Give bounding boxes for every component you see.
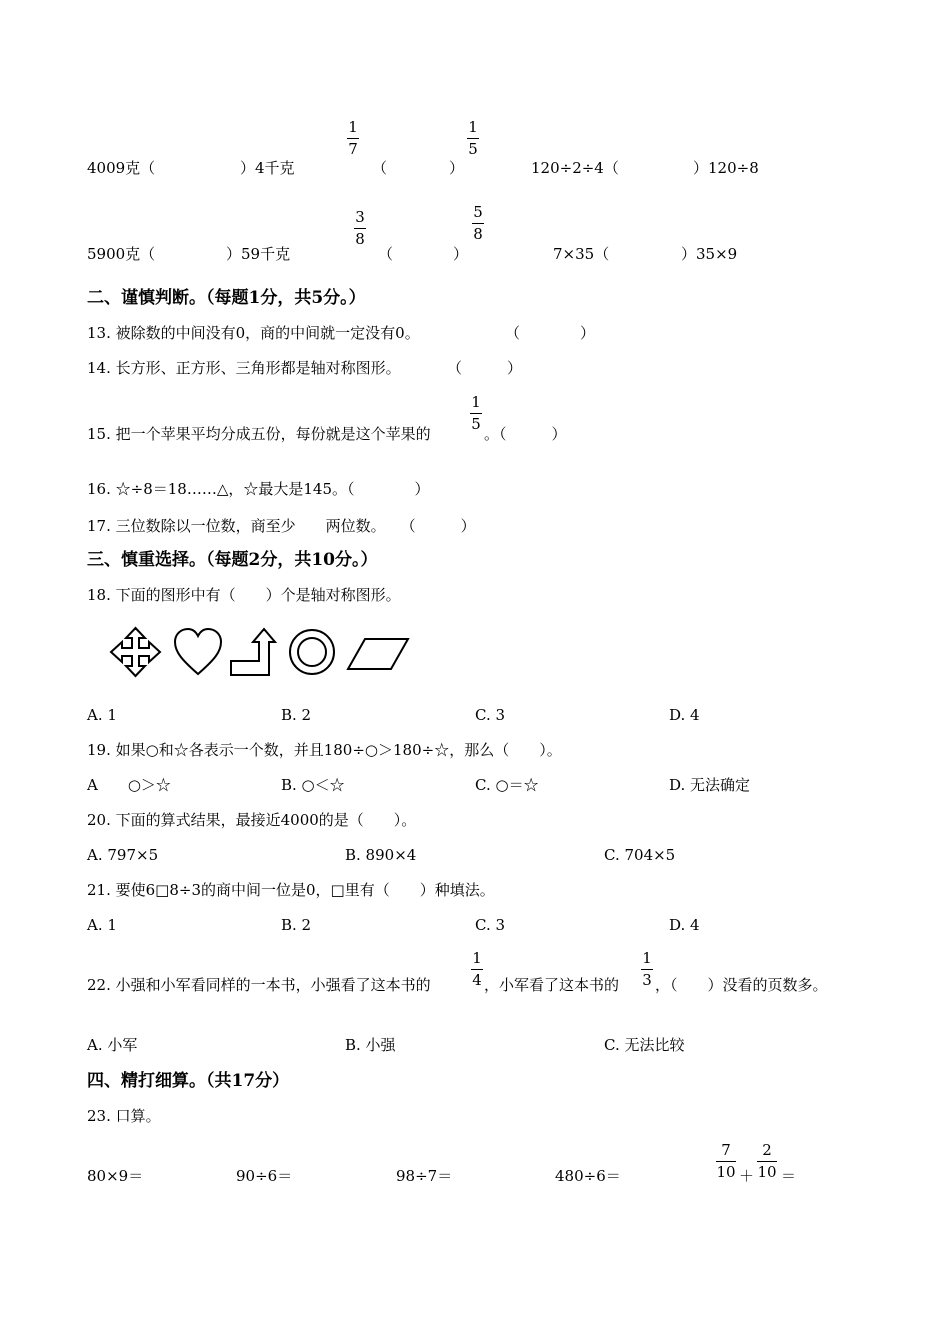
denominator: 4 xyxy=(472,971,482,989)
denominator: 10 xyxy=(757,1163,777,1181)
question-19: 19. 如果○和☆各表示一个数，并且180÷○＞180÷☆，那么（ ）。 xyxy=(87,741,562,759)
section-title: 二、谨慎判断。（每题1分，共5分。） xyxy=(87,288,366,308)
option-d: D. 无法确定 xyxy=(669,776,751,794)
question-15: 15. 把一个苹果平均分成五份，每份就是这个苹果的 xyxy=(87,425,431,443)
question-22-tail: ，（ ）没看的页数多。 xyxy=(655,976,828,994)
answer-paren-right: ） xyxy=(453,245,469,263)
plus-sign: ＋ xyxy=(739,1167,755,1185)
option-b: B. 890×4 xyxy=(345,846,417,864)
denominator: 5 xyxy=(468,140,478,158)
answer-paren: （ ） xyxy=(505,324,596,342)
option-c: C. 无法比较 xyxy=(604,1036,685,1054)
equals-sign: ＝ xyxy=(781,1167,797,1185)
numerator: 1 xyxy=(468,118,478,136)
fraction xyxy=(467,120,479,157)
numerator: 3 xyxy=(355,208,365,226)
compare-2c-left: 7×35（ xyxy=(553,245,610,263)
four-way-arrow-icon xyxy=(108,626,163,678)
denominator: 8 xyxy=(355,230,365,248)
calc-item: 480÷6＝ xyxy=(555,1167,621,1185)
calc-item: 80×9＝ xyxy=(87,1167,144,1185)
numerator: 1 xyxy=(472,949,482,967)
numerator: 1 xyxy=(471,393,481,411)
option-c: C. 3 xyxy=(475,916,506,934)
option-d: D. 4 xyxy=(669,706,700,724)
question-13: 13. 被除数的中间没有0，商的中间就一定没有0。 xyxy=(87,324,420,342)
question-22: 22. 小强和小军看同样的一本书，小强看了这本书的 xyxy=(87,976,431,994)
denominator: 8 xyxy=(473,225,483,243)
numerator: 2 xyxy=(762,1141,772,1159)
fraction xyxy=(354,210,366,247)
numerator: 5 xyxy=(473,203,483,221)
compare-1a-right: ）4千克 xyxy=(240,159,295,177)
option-b: B. 2 xyxy=(281,706,312,724)
numerator: 1 xyxy=(348,118,358,136)
answer-paren-right: ） xyxy=(449,159,465,177)
option-d: D. 4 xyxy=(669,916,700,934)
option-b: B. ○＜☆ xyxy=(281,776,345,794)
question-23: 23. 口算。 xyxy=(87,1107,161,1125)
heart-icon xyxy=(172,626,224,678)
parallelogram-icon xyxy=(345,636,411,672)
option-a: A. 小军 xyxy=(87,1036,138,1054)
denominator: 7 xyxy=(348,140,358,158)
option-a: A. 1 xyxy=(87,706,117,724)
denominator: 10 xyxy=(716,1163,736,1181)
option-c: C. 704×5 xyxy=(604,846,676,864)
fraction xyxy=(471,951,483,988)
concentric-circles-icon xyxy=(286,626,338,678)
numerator: 7 xyxy=(721,1141,731,1159)
option-b: B. 2 xyxy=(281,916,312,934)
denominator: 3 xyxy=(642,971,652,989)
answer-paren: （ ） xyxy=(447,359,523,377)
option-a: A. 797×5 xyxy=(87,846,159,864)
fraction xyxy=(347,120,359,157)
answer-paren-left: （ xyxy=(372,159,388,177)
compare-2a-left: 5900克（ xyxy=(87,245,156,263)
option-b: B. 小强 xyxy=(345,1036,396,1054)
option-a: A. 1 xyxy=(87,916,117,934)
fraction xyxy=(757,1143,777,1180)
answer-paren-left: （ xyxy=(378,245,394,263)
question-22-mid: ，小军看了这本书的 xyxy=(484,976,620,994)
compare-1c-left: 120÷2÷4（ xyxy=(531,159,619,177)
compare-2c-right: ）35×9 xyxy=(681,245,738,263)
compare-1a-left: 4009克（ xyxy=(87,159,156,177)
compare-2a-right: ）59千克 xyxy=(226,245,291,263)
question-20: 20. 下面的算式结果，最接近4000的是（ ）。 xyxy=(87,811,417,829)
question-17: 17. 三位数除以一位数，商至少 两位数。 （ ） xyxy=(87,517,476,535)
fraction xyxy=(641,951,653,988)
calc-item: 98÷7＝ xyxy=(396,1167,453,1185)
fraction xyxy=(716,1143,736,1180)
numerator: 1 xyxy=(642,949,652,967)
compare-1c-right: ）120÷8 xyxy=(693,159,759,177)
question-18: 18. 下面的图形中有（ ）个是轴对称图形。 xyxy=(87,586,401,604)
option-a: A ○＞☆ xyxy=(87,776,171,794)
question-21: 21. 要使6□8÷3的商中间一位是0，□里有（ ）种填法。 xyxy=(87,881,495,899)
turn-arrow-icon xyxy=(228,626,278,678)
question-15-tail: 。（ ） xyxy=(484,425,567,443)
section-title: 四、精打细算。（共17分） xyxy=(87,1071,290,1091)
option-c: C. ○＝☆ xyxy=(475,776,539,794)
fraction xyxy=(470,395,482,432)
question-14: 14. 长方形、正方形、三角形都是轴对称图形。 xyxy=(87,359,401,377)
denominator: 5 xyxy=(471,415,481,433)
section-title: 三、慎重选择。（每题2分，共10分。） xyxy=(87,550,378,570)
question-16: 16. ☆÷8＝18……△，☆最大是145。（ ） xyxy=(87,480,430,498)
calc-item: 90÷6＝ xyxy=(236,1167,293,1185)
option-c: C. 3 xyxy=(475,706,506,724)
fraction xyxy=(472,205,484,242)
